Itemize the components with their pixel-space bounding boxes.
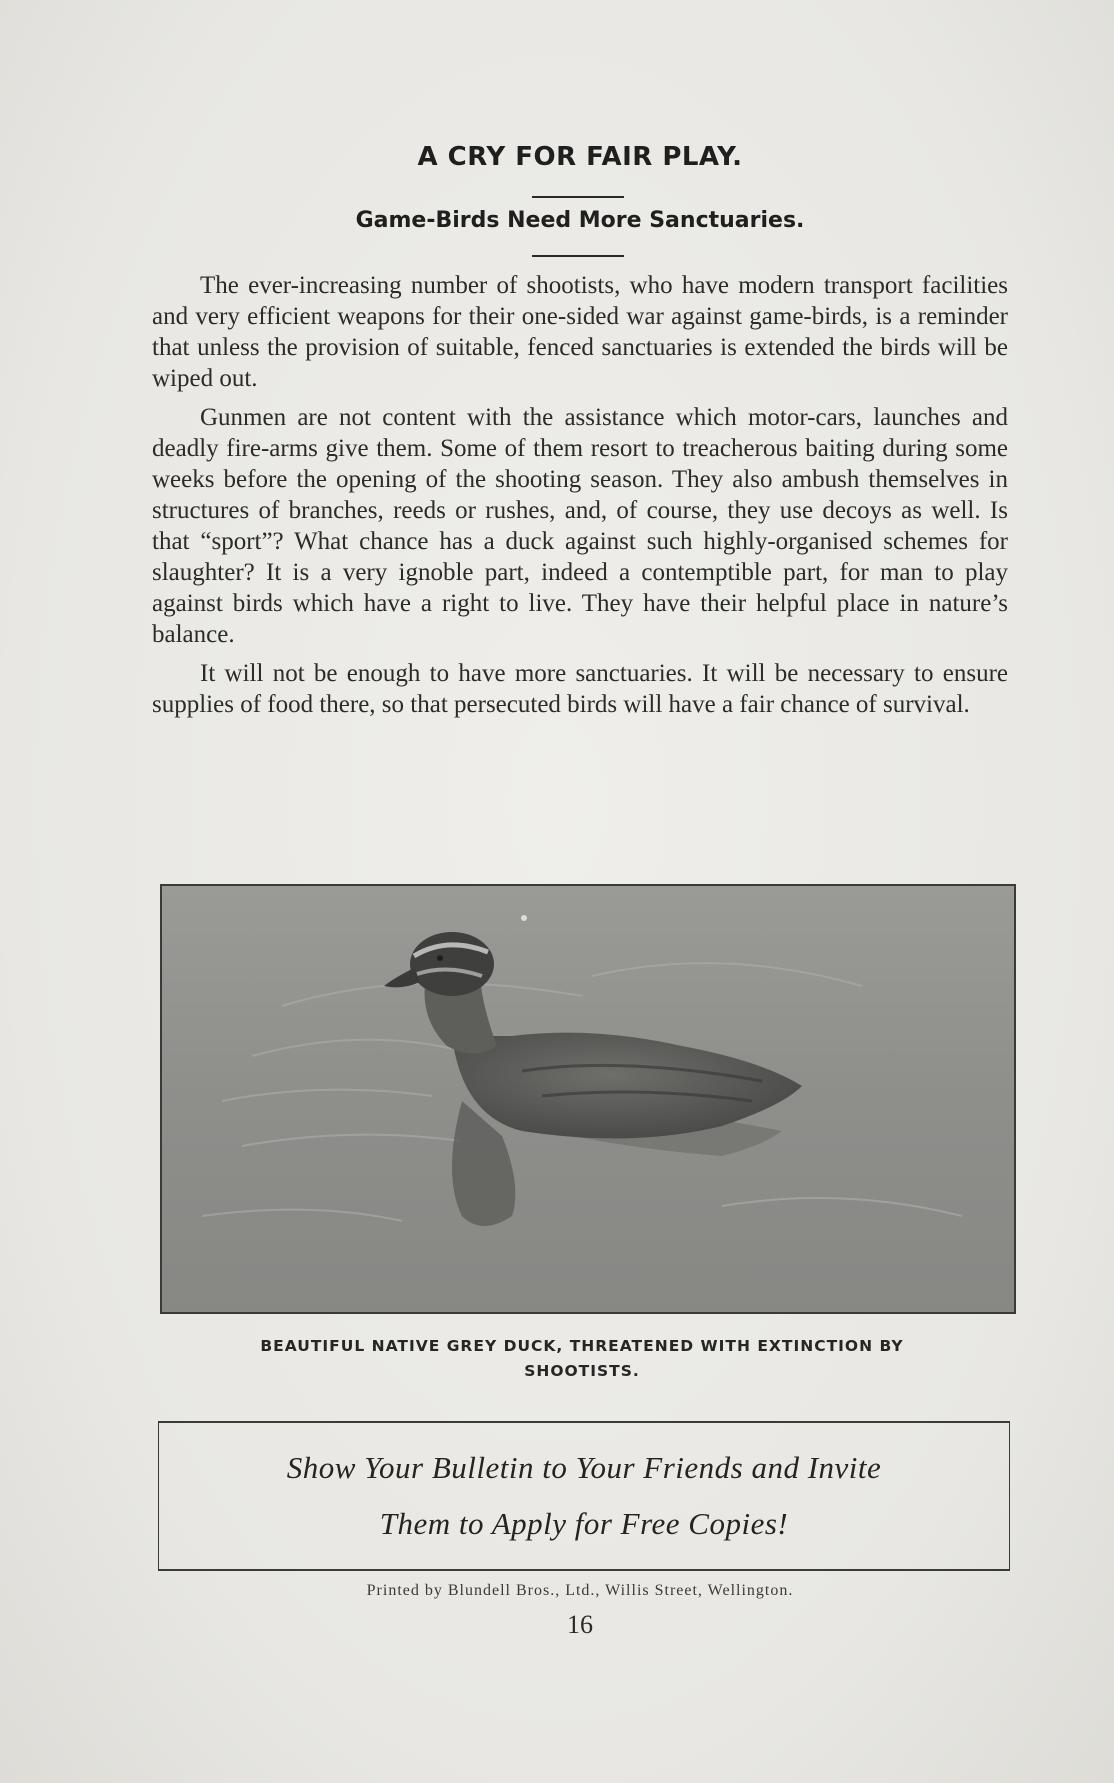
article-body	[152, 270, 1008, 728]
paragraph-1: The ever-increasing number of shootists, who have modern transport facilities and very efficient weapons for their one-sided war against game-birds, is a reminder that unless the provision of suitable, fenced sanctuaries is extended the birds will be wiped out.	[152, 272, 1008, 392]
paragraph-3: It will not be enough to have more sanctuaries. It will be necessary to ensure supplies of food there, so that persecuted birds will have a fair chance of survival.	[152, 660, 1008, 718]
photo-caption	[152, 1334, 1012, 1384]
article-title: A CRY FOR FAIR PLAY.	[417, 142, 743, 172]
title-divider	[532, 196, 624, 198]
duck-photo	[160, 884, 1016, 1314]
promo-box	[158, 1421, 1010, 1571]
promo-line-1: Show Your Bulletin to Your Friends and Invite	[286, 1450, 882, 1485]
duck-illustration	[162, 886, 1014, 1312]
promo-line-2: Them to Apply for Free Copies!	[379, 1506, 789, 1541]
caption-line-1: BEAUTIFUL NATIVE GREY DUCK, THREATENED WITH EXTINCTION BY	[260, 1337, 904, 1355]
printer-credit: Printed by Blundell Bros., Ltd., Willis Street, Wellington.	[366, 1582, 794, 1599]
paragraph-2: Gunmen are not content with the assistance which motor-cars, launches and deadly fire-arms give them. Some of them resort to treacherous baiting during some weeks before the opening of the shooting season. They also ambush themselves in structures of branches, reeds or rushes, and, of course, they use decoys as well. Is that “sport”? What chance has a duck against such highly-organised schemes for slaughter? It is a very ignoble part, indeed a contemptible part, for man to play against birds which have a right to live. They have their helpful place in nature’s balance.	[152, 404, 1008, 648]
caption-line-2: SHOOTISTS.	[524, 1362, 640, 1380]
article-subtitle: Game-Birds Need More Sanctuaries.	[355, 208, 805, 233]
subtitle-divider	[532, 255, 624, 257]
promo-text	[287, 1440, 882, 1552]
page-number: 16	[567, 1610, 593, 1639]
